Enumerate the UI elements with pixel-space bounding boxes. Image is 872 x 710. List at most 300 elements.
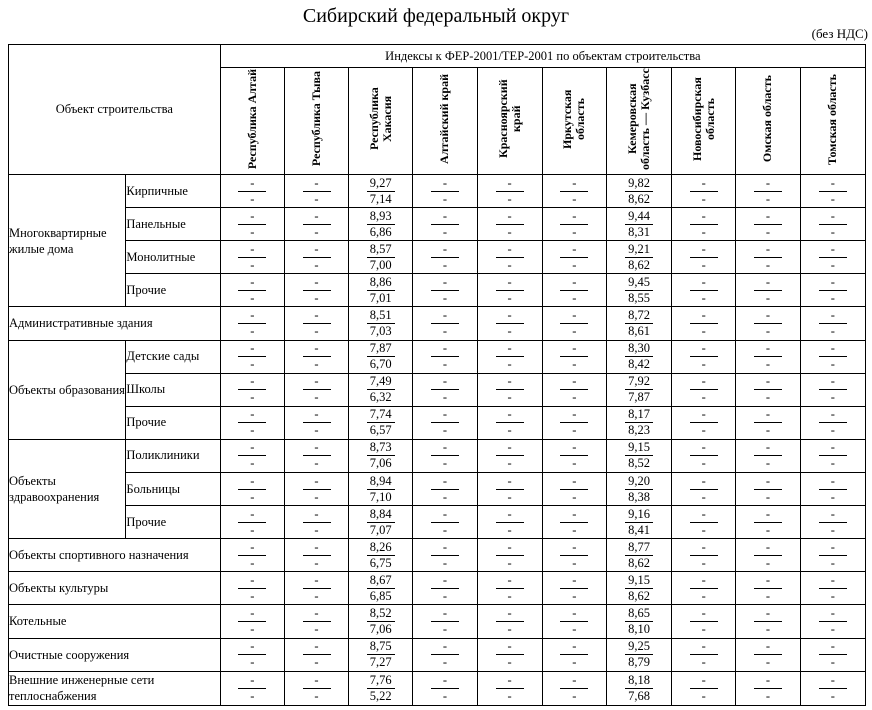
- index-fer-value: -: [560, 407, 588, 423]
- index-fraction: [690, 474, 718, 505]
- index-fer-value: -: [496, 639, 524, 655]
- region-header: [220, 68, 284, 175]
- index-fraction: [819, 341, 847, 372]
- index-fer-value: 7,92: [625, 374, 653, 390]
- index-fraction: [625, 209, 653, 240]
- index-ter-value: -: [507, 688, 512, 703]
- index-fer-value: -: [819, 573, 847, 589]
- table-row: [9, 572, 866, 605]
- index-fraction: [367, 606, 395, 637]
- index-fraction: [560, 639, 588, 670]
- index-ter-value: -: [765, 456, 771, 471]
- region-header: [413, 68, 477, 175]
- index-cell: [477, 472, 542, 505]
- index-cell: [606, 638, 671, 671]
- index-fer-value: -: [238, 639, 266, 655]
- index-fer-value: -: [303, 308, 331, 324]
- index-ter-value: -: [442, 555, 447, 570]
- index-ter-value: -: [572, 323, 577, 338]
- index-cell: [349, 539, 413, 572]
- index-cell: [413, 472, 477, 505]
- index-fraction: [625, 374, 653, 405]
- region-label: Алтайский край: [437, 74, 452, 164]
- index-fer-value: 8,94: [367, 474, 395, 490]
- index-cell: [220, 406, 284, 439]
- object-subtype-label: Прочие: [126, 274, 220, 307]
- index-cell: [284, 340, 348, 373]
- index-cell: [672, 175, 736, 208]
- index-cell: [800, 241, 865, 274]
- index-ter-value: -: [250, 357, 255, 372]
- index-ter-value: -: [572, 357, 577, 372]
- index-fraction: [560, 606, 588, 637]
- index-fraction: [496, 639, 524, 670]
- index-ter-value: -: [442, 688, 447, 703]
- object-label: Очистные сооружения: [9, 638, 221, 671]
- index-fer-value: -: [690, 176, 718, 192]
- index-fer-value: -: [819, 606, 847, 622]
- index-fraction: [625, 341, 653, 372]
- index-fraction: [690, 673, 718, 704]
- index-fraction: [431, 673, 459, 704]
- index-ter-value: -: [250, 588, 255, 603]
- index-cell: [284, 572, 348, 605]
- index-ter-value: -: [572, 224, 577, 239]
- index-fer-value: -: [431, 440, 459, 456]
- index-fraction: [367, 540, 395, 571]
- index-cell: [606, 406, 671, 439]
- index-fer-value: -: [819, 540, 847, 556]
- index-fer-value: -: [431, 540, 459, 556]
- index-ter-value: -: [701, 522, 706, 537]
- index-fraction: [238, 308, 266, 339]
- index-cell: [800, 539, 865, 572]
- index-fer-value: -: [496, 507, 524, 523]
- index-fraction: [367, 573, 395, 604]
- index-fer-value: -: [496, 673, 524, 689]
- index-fraction: [754, 341, 782, 372]
- index-ter-value: -: [830, 224, 835, 239]
- index-fraction: [496, 209, 524, 240]
- index-ter-value: 7,14: [369, 191, 392, 206]
- index-cell: [413, 539, 477, 572]
- index-cell: [800, 274, 865, 307]
- index-cell: [606, 472, 671, 505]
- index-cell: [413, 307, 477, 340]
- index-fer-value: 9,15: [625, 573, 653, 589]
- index-fer-value: 7,74: [367, 407, 395, 423]
- region-label: Омская область: [760, 75, 775, 163]
- index-cell: [606, 572, 671, 605]
- index-cell: [284, 373, 348, 406]
- index-ter-value: -: [830, 357, 835, 372]
- index-fer-value: -: [238, 176, 266, 192]
- index-fer-value: -: [690, 474, 718, 490]
- index-ter-value: -: [507, 357, 512, 372]
- index-fraction: [754, 176, 782, 207]
- index-ter-value: -: [572, 522, 577, 537]
- index-fraction: [819, 407, 847, 438]
- index-fraction: [625, 507, 653, 538]
- index-fer-value: -: [431, 209, 459, 225]
- index-fraction: [690, 606, 718, 637]
- index-fraction: [238, 275, 266, 306]
- index-ter-value: 6,32: [369, 390, 392, 405]
- index-ter-value: 6,57: [369, 423, 392, 438]
- index-fraction: [238, 540, 266, 571]
- index-ter-value: -: [701, 290, 706, 305]
- index-ter-value: -: [314, 555, 319, 570]
- index-cell: [349, 439, 413, 472]
- index-cell: [413, 406, 477, 439]
- index-cell: [672, 274, 736, 307]
- index-fraction: [560, 673, 588, 704]
- index-fraction: [754, 440, 782, 471]
- index-ter-value: -: [442, 456, 447, 471]
- index-fraction: [303, 573, 331, 604]
- table-row: [9, 406, 866, 439]
- index-cell: [736, 439, 800, 472]
- index-cell: [220, 472, 284, 505]
- index-cell: [477, 572, 542, 605]
- index-ter-value: -: [765, 290, 771, 305]
- index-cell: [349, 373, 413, 406]
- index-cell: [284, 406, 348, 439]
- index-fraction: [690, 242, 718, 273]
- index-fer-value: -: [819, 474, 847, 490]
- index-fer-value: -: [303, 341, 331, 357]
- index-fer-value: -: [819, 407, 847, 423]
- region-label: Красноярский край: [495, 79, 523, 159]
- index-fer-value: -: [560, 639, 588, 655]
- index-cell: [542, 208, 606, 241]
- index-fer-value: -: [754, 673, 782, 689]
- index-cell: [672, 373, 736, 406]
- index-fraction: [819, 606, 847, 637]
- index-fraction: [690, 308, 718, 339]
- index-ter-value: -: [701, 257, 706, 272]
- index-cell: [220, 605, 284, 638]
- index-ter-value: 6,85: [369, 588, 392, 603]
- index-fraction: [303, 639, 331, 670]
- object-group-label: Многоквартирные жилые дома: [9, 175, 126, 307]
- index-fer-value: -: [303, 407, 331, 423]
- index-cell: [606, 175, 671, 208]
- index-ter-value: -: [442, 323, 447, 338]
- index-fer-value: -: [431, 673, 459, 689]
- index-fraction: [560, 474, 588, 505]
- index-fraction: [690, 440, 718, 471]
- table-row: [9, 439, 866, 472]
- index-cell: [220, 572, 284, 605]
- index-fraction: [819, 474, 847, 505]
- index-fraction: [819, 507, 847, 538]
- index-ter-value: -: [442, 621, 447, 636]
- index-cell: [349, 340, 413, 373]
- index-cell: [220, 307, 284, 340]
- index-cell: [477, 373, 542, 406]
- index-ter-value: 7,07: [369, 522, 392, 537]
- table-row: [9, 208, 866, 241]
- index-fraction: [560, 275, 588, 306]
- index-fraction: [367, 374, 395, 405]
- index-ter-value: -: [314, 224, 319, 239]
- index-fraction: [238, 573, 266, 604]
- index-fraction: [819, 275, 847, 306]
- index-fraction: [560, 374, 588, 405]
- index-fer-value: -: [690, 673, 718, 689]
- index-cell: [800, 175, 865, 208]
- region-header: [284, 68, 348, 175]
- index-fer-value: -: [303, 673, 331, 689]
- index-fer-value: -: [238, 308, 266, 324]
- index-ter-value: -: [314, 489, 319, 504]
- index-fraction: [625, 407, 653, 438]
- index-ter-value: -: [442, 423, 447, 438]
- index-cell: [220, 241, 284, 274]
- index-cell: [220, 373, 284, 406]
- index-ter-value: 7,10: [369, 489, 392, 504]
- index-fer-value: -: [303, 440, 331, 456]
- index-ter-value: -: [442, 489, 447, 504]
- index-fraction: [431, 440, 459, 471]
- index-cell: [413, 638, 477, 671]
- index-ter-value: 8,62: [628, 555, 650, 570]
- index-fer-value: 8,17: [625, 407, 653, 423]
- index-ter-value: -: [250, 456, 255, 471]
- index-fraction: [690, 275, 718, 306]
- index-ter-value: 8,62: [628, 588, 650, 603]
- index-fer-value: -: [754, 639, 782, 655]
- index-ter-value: -: [701, 423, 706, 438]
- index-fraction: [238, 440, 266, 471]
- index-fraction: [238, 606, 266, 637]
- region-label: Кемеровская область — Кузбасс: [625, 68, 653, 170]
- index-fraction: [754, 573, 782, 604]
- index-fer-value: -: [496, 407, 524, 423]
- index-cell: [800, 638, 865, 671]
- index-fer-value: -: [560, 374, 588, 390]
- index-ter-value: -: [442, 588, 447, 603]
- index-fer-value: -: [496, 573, 524, 589]
- index-ter-value: -: [765, 323, 771, 338]
- index-cell: [542, 638, 606, 671]
- index-ter-value: -: [830, 456, 835, 471]
- index-fraction: [560, 308, 588, 339]
- index-cell: [736, 307, 800, 340]
- index-fraction: [625, 474, 653, 505]
- index-ter-value: -: [830, 390, 835, 405]
- index-cell: [672, 241, 736, 274]
- index-fraction: [496, 242, 524, 273]
- index-cell: [736, 572, 800, 605]
- index-fraction: [560, 242, 588, 273]
- index-fer-value: 9,27: [367, 176, 395, 192]
- index-fraction: [496, 507, 524, 538]
- index-ter-value: 6,70: [369, 357, 392, 372]
- index-fer-value: -: [496, 540, 524, 556]
- index-fer-value: -: [431, 606, 459, 622]
- index-cell: [477, 439, 542, 472]
- index-fer-value: -: [238, 474, 266, 490]
- index-fraction: [690, 407, 718, 438]
- table-row: [9, 605, 866, 638]
- index-ter-value: -: [314, 456, 319, 471]
- index-ter-value: 7,27: [369, 655, 392, 670]
- index-fraction: [496, 440, 524, 471]
- index-ter-value: -: [765, 588, 771, 603]
- index-fer-value: -: [819, 242, 847, 258]
- index-ter-value: -: [572, 688, 577, 703]
- index-fer-value: -: [303, 176, 331, 192]
- region-header: [349, 68, 413, 175]
- index-cell: [220, 671, 284, 705]
- object-subtype-label: Панельные: [126, 208, 220, 241]
- index-ter-value: -: [830, 555, 835, 570]
- index-fraction: [496, 573, 524, 604]
- index-cell: [284, 208, 348, 241]
- index-fraction: [819, 374, 847, 405]
- index-ter-value: -: [314, 655, 319, 670]
- index-ter-value: 8,79: [628, 655, 650, 670]
- index-fer-value: -: [303, 507, 331, 523]
- index-cell: [736, 175, 800, 208]
- index-fraction: [303, 440, 331, 471]
- index-cell: [672, 638, 736, 671]
- index-cell: [800, 406, 865, 439]
- index-ter-value: -: [314, 257, 319, 272]
- index-fraction: [238, 374, 266, 405]
- index-cell: [413, 274, 477, 307]
- index-cell: [284, 472, 348, 505]
- index-cell: [736, 241, 800, 274]
- index-fer-value: -: [819, 308, 847, 324]
- index-cell: [672, 605, 736, 638]
- index-fer-value: -: [690, 209, 718, 225]
- index-ter-value: -: [701, 555, 706, 570]
- index-cell: [606, 241, 671, 274]
- object-subtype-label: Прочие: [126, 506, 220, 539]
- index-ter-value: -: [250, 489, 255, 504]
- index-cell: [736, 506, 800, 539]
- index-ter-value: -: [250, 423, 255, 438]
- index-cell: [606, 373, 671, 406]
- index-fraction: [431, 639, 459, 670]
- index-fraction: [625, 440, 653, 471]
- index-cell: [606, 340, 671, 373]
- index-ter-value: -: [250, 390, 255, 405]
- index-fer-value: -: [238, 242, 266, 258]
- region-header: [800, 68, 865, 175]
- index-fer-value: -: [431, 275, 459, 291]
- index-fraction: [819, 440, 847, 471]
- index-cell: [542, 472, 606, 505]
- index-fer-value: -: [819, 176, 847, 192]
- index-fer-value: 7,49: [367, 374, 395, 390]
- index-ter-value: -: [442, 357, 447, 372]
- index-fer-value: -: [819, 507, 847, 523]
- vat-note: (без НДС): [811, 26, 868, 41]
- index-fer-value: -: [496, 440, 524, 456]
- index-fer-value: -: [238, 275, 266, 291]
- index-fraction: [303, 308, 331, 339]
- index-fer-value: -: [238, 540, 266, 556]
- index-fraction: [496, 673, 524, 704]
- index-ter-value: -: [765, 191, 771, 206]
- index-fraction: [303, 242, 331, 273]
- index-fraction: [560, 540, 588, 571]
- index-ter-value: 8,41: [628, 522, 650, 537]
- index-cell: [800, 506, 865, 539]
- index-ter-value: -: [507, 655, 512, 670]
- index-fraction: [690, 540, 718, 571]
- index-fer-value: -: [496, 606, 524, 622]
- index-fraction: [690, 209, 718, 240]
- index-ter-value: -: [572, 257, 577, 272]
- index-fer-value: -: [431, 639, 459, 655]
- index-ter-value: -: [830, 489, 835, 504]
- index-cell: [606, 506, 671, 539]
- index-ter-value: -: [314, 357, 319, 372]
- index-cell: [284, 671, 348, 705]
- index-fer-value: 8,65: [625, 606, 653, 622]
- index-ter-value: 7,01: [369, 290, 392, 305]
- index-ter-value: -: [572, 390, 577, 405]
- index-fraction: [625, 540, 653, 571]
- index-fer-value: -: [560, 308, 588, 324]
- index-ter-value: -: [314, 588, 319, 603]
- index-cell: [542, 307, 606, 340]
- index-ter-value: -: [507, 423, 512, 438]
- index-fraction: [496, 374, 524, 405]
- index-fraction: [431, 275, 459, 306]
- index-fer-value: -: [238, 341, 266, 357]
- index-fer-value: -: [303, 639, 331, 655]
- index-fer-value: -: [560, 606, 588, 622]
- index-fraction: [625, 573, 653, 604]
- index-fer-value: -: [690, 242, 718, 258]
- index-fer-value: -: [690, 440, 718, 456]
- index-fraction: [238, 474, 266, 505]
- index-fer-value: 8,26: [367, 540, 395, 556]
- index-fer-value: -: [754, 242, 782, 258]
- index-fer-value: -: [238, 507, 266, 523]
- region-header: [672, 68, 736, 175]
- index-ter-value: -: [765, 257, 771, 272]
- object-subtype-label: Монолитные: [126, 241, 220, 274]
- index-ter-value: -: [507, 323, 512, 338]
- index-cell: [477, 307, 542, 340]
- index-ter-value: 7,06: [369, 621, 392, 636]
- index-cell: [284, 307, 348, 340]
- index-fraction: [367, 673, 395, 704]
- index-cell: [736, 638, 800, 671]
- index-cell: [672, 340, 736, 373]
- index-fer-value: -: [496, 242, 524, 258]
- index-fer-value: -: [431, 474, 459, 490]
- index-fer-value: -: [690, 374, 718, 390]
- index-ter-value: -: [765, 224, 771, 239]
- region-label: Республика Тыва: [309, 71, 323, 167]
- index-ter-value: 7,87: [628, 390, 650, 405]
- index-fraction: [367, 407, 395, 438]
- index-cell: [413, 208, 477, 241]
- index-fer-value: -: [431, 242, 459, 258]
- index-cell: [413, 671, 477, 705]
- index-fer-value: -: [819, 639, 847, 655]
- page-title: Сибирский федеральный округ: [302, 5, 570, 27]
- index-fraction: [367, 440, 395, 471]
